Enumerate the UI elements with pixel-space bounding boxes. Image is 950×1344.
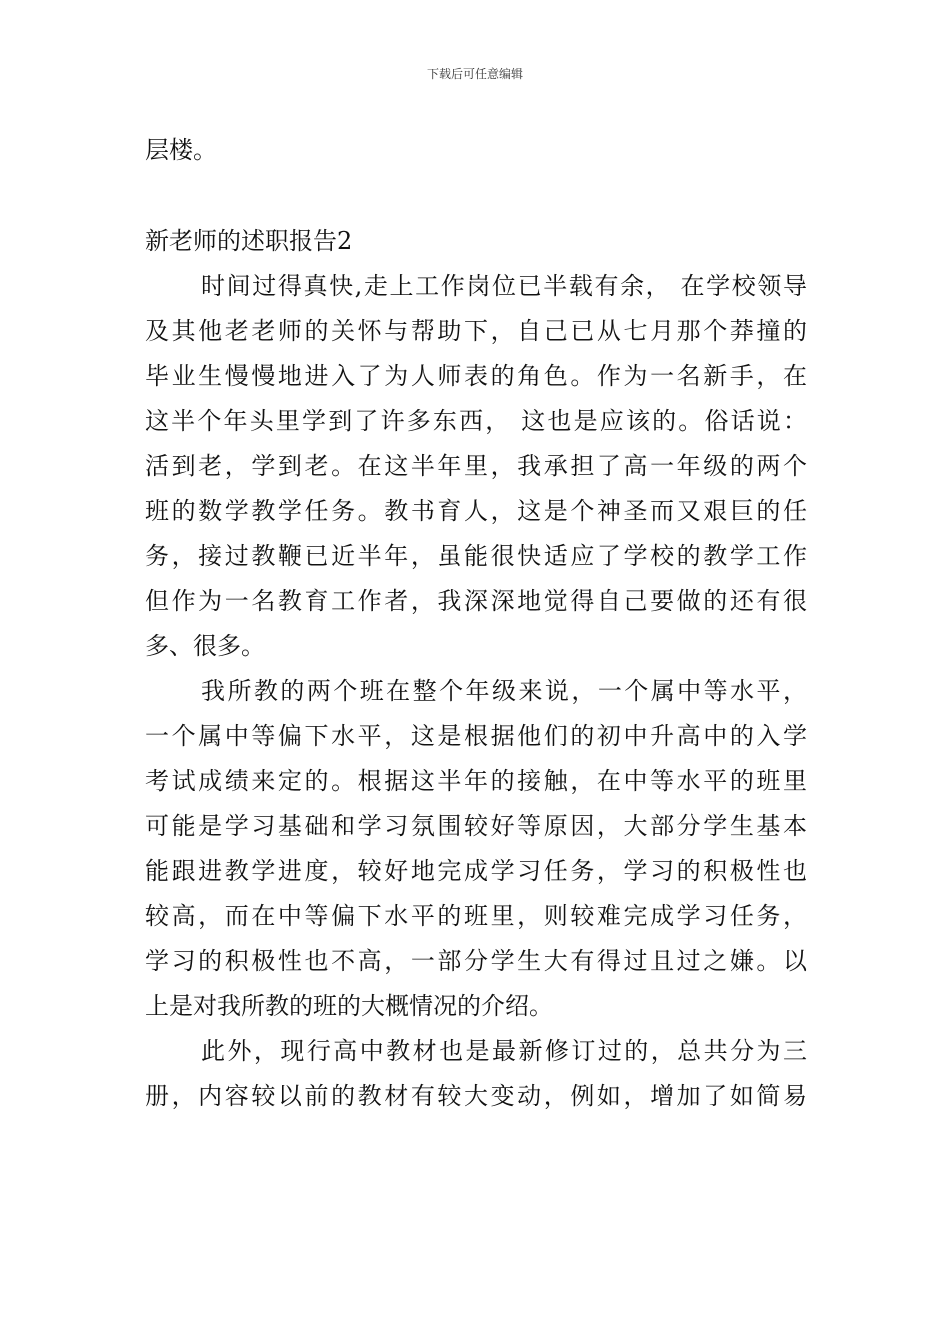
paragraph-line: 能跟进教学进度，较好地完成学习任务，学习的积极性也 <box>145 857 807 885</box>
paragraph-line: 毕业生慢慢地进入了为人师表的角色。作为一名新手，在 <box>145 362 807 390</box>
paragraph-line: 多、很多。 <box>145 632 265 660</box>
paragraph-line: 一个属中等偏下水平，这是根据他们的初中升高中的入学 <box>145 722 807 750</box>
section-gap <box>145 173 807 219</box>
section-title: 新老师的述职报告2 <box>145 227 353 255</box>
paragraph-line: 时间过得真快,走上工作岗位已半载有余， 在学校领导 <box>201 272 807 300</box>
paragraph-line: 上是对我所教的班的大概情况的介绍。 <box>145 992 553 1020</box>
paragraph-line: 较高，而在中等偏下水平的班里，则较难完成学习任务， <box>145 902 807 930</box>
paragraph-3 <box>145 1029 807 1119</box>
intro-line: 层楼。 <box>145 136 217 164</box>
document-body <box>145 128 807 1119</box>
paragraph-line: 务，接过教鞭已近半年，虽能很快适应了学校的教学工作 <box>145 542 807 570</box>
paragraph-line: 考试成绩来定的。根据这半年的接触，在中等水平的班里 <box>145 767 807 795</box>
page-header: 下载后可任意编辑 <box>426 67 523 81</box>
paragraph-line: 及其他老老师的关怀与帮助下，自己已从七月那个莽撞的 <box>145 317 807 345</box>
paragraph-1 <box>145 264 807 669</box>
paragraph-line: 活到老，学到老。在这半年里，我承担了高一年级的两个 <box>145 452 807 480</box>
paragraph-line: 但作为一名教育工作者，我深深地觉得自己要做的还有很 <box>145 587 807 615</box>
paragraph-line: 班的数学教学任务。教书育人，这是个神圣而又艰巨的任 <box>145 497 807 525</box>
paragraph-line: 我所教的两个班在整个年级来说，一个属中等水平， <box>201 677 807 705</box>
paragraph-line: 册，内容较以前的教材有较大变动，例如，增加了如简易 <box>145 1082 807 1110</box>
paragraph-line: 这半个年头里学到了许多东西， 这也是应该的。俗话说： <box>145 407 807 435</box>
paragraph-line: 学习的积极性也不高，一部分学生大有得过且过之嫌。以 <box>145 947 807 975</box>
paragraph-line: 可能是学习基础和学习氛围较好等原因，大部分学生基本 <box>145 812 807 840</box>
paragraph-2 <box>145 669 807 1029</box>
paragraph-line: 此外，现行高中教材也是最新修订过的，总共分为三 <box>201 1037 807 1065</box>
